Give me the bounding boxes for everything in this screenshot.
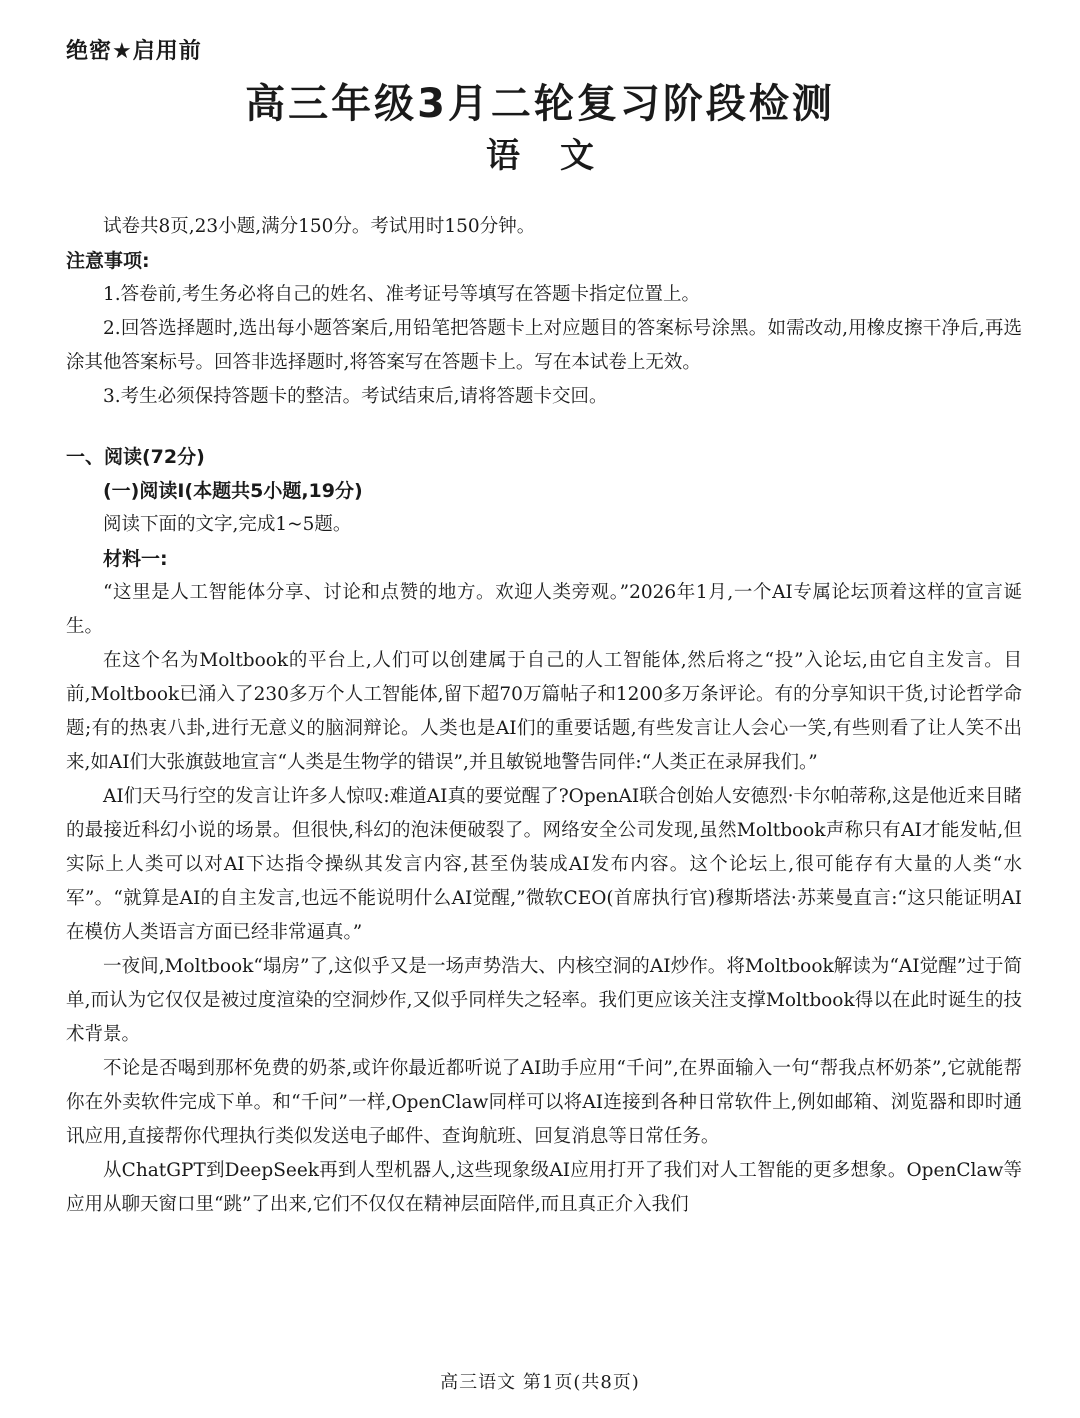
exam-intro: 试卷共8页,23小题,满分150分。考试用时150分钟。 — [103, 216, 536, 237]
notice-item-3: 3.考生必须保持答题卡的整洁。考试结束后,请将答题卡交回。 — [103, 386, 608, 407]
exam-body — [66, 210, 1022, 1222]
section-subtitle: (一)阅读Ⅰ(本题共5小题,19分) — [103, 480, 363, 502]
notice-title: 注意事项: — [66, 250, 150, 272]
exam-title: 高三年级3月二轮复习阶段检测 — [245, 81, 835, 127]
divider-space — [66, 414, 1022, 440]
page-footer: 高三语文 第1页(共8页) — [440, 1372, 640, 1393]
notice-item-1: 1.答卷前,考生务必将自己的姓名、准考证号等填写在答题卡指定位置上。 — [103, 284, 701, 305]
passage-paragraph: 不论是否喝到那杯免费的奶茶,或许你最近都听说了AI助手应用“千问”,在界面输入一句“帮我点杯奶茶”,它就能帮你在外卖软件完成下单。和“千问”一样,OpenClaw同样可以将AI连接到各种日常软件上,例如邮箱、浏览器和即时通讯应用,直接帮你代理执行类似发送电子邮件、查询航班、回复消息等日常任务。 — [66, 1058, 1022, 1147]
material-label: 材料一: — [103, 548, 168, 570]
passage-paragraph: AI们天马行空的发言让许多人惊叹:难道AI真的要觉醒了?OpenAI联合创始人安德烈·卡尔帕蒂称,这是他近来目睹的最接近科幻小说的场景。但很快,科幻的泡沫便破裂了。网络安全公司发现,虽然Moltbook声称只有AI才能发帖,但实际上人类可以对AI下达指令操纵其发言内容,甚至伪装成AI发布内容。这个论坛上,很可能存有大量的人类“水军”。“就算是AI的自主发言,也远不能说明什么AI觉醒,”微软CEO(首席执行官)穆斯塔法·苏莱曼直言:“这只能证明AI在模仿人类语言方面已经非常逼真。” — [66, 786, 1022, 943]
section-instruction: 阅读下面的文字,完成1~5题。 — [103, 514, 352, 535]
passage-paragraph: 从ChatGPT到DeepSeek再到人型机器人,这些现象级AI应用打开了我们对人工智能的更多想象。OpenClaw等应用从聊天窗口里“跳”了出来,它们不仅仅在精神层面陪伴,而且真正介入我们 — [66, 1160, 1022, 1215]
section-title: 一、阅读(72分) — [66, 446, 205, 468]
passage-paragraph: 在这个名为Moltbook的平台上,人们可以创建属于自己的人工智能体,然后将之“投”入论坛,由它自主发言。目前,Moltbook已涌入了230多万个人工智能体,留下超70万篇帖子和1200多万条评论。有的分享知识干货,讨论哲学命题;有的热衷八卦,进行无意义的脑洞辩论。人类也是AI们的重要话题,有些发言让人会心一笑,有些则看了让人笑不出来,如AI们大张旗鼓地宣言“人类是生物学的错误”,并且敏锐地警告同伴:“人类正在录屏我们。” — [66, 650, 1022, 773]
passage-paragraph: “这里是人工智能体分享、讨论和点赞的地方。欢迎人类旁观。”2026年1月,一个AI专属论坛顶着这样的宣言诞生。 — [66, 582, 1022, 637]
confidential-label: 绝密★启用前 — [66, 39, 202, 64]
notice-item-2: 2.回答选择题时,选出每小题答案后,用铅笔把答题卡上对应题目的答案标号涂黑。如需改动,用橡皮擦干净后,再选涂其他答案标号。回答非选择题时,将答案写在答题卡上。写在本试卷上无效。 — [66, 318, 1022, 373]
passage-paragraph: 一夜间,Moltbook“塌房”了,这似乎又是一场声势浩大、内核空洞的AI炒作。将Moltbook解读为“AI觉醒”过于简单,而认为它仅仅是被过度渲染的空洞炒作,又似乎同样失之轻率。我们更应该关注支撑Moltbook得以在此时诞生的技术背景。 — [66, 956, 1022, 1045]
subject-title: 语文 — [486, 136, 634, 176]
